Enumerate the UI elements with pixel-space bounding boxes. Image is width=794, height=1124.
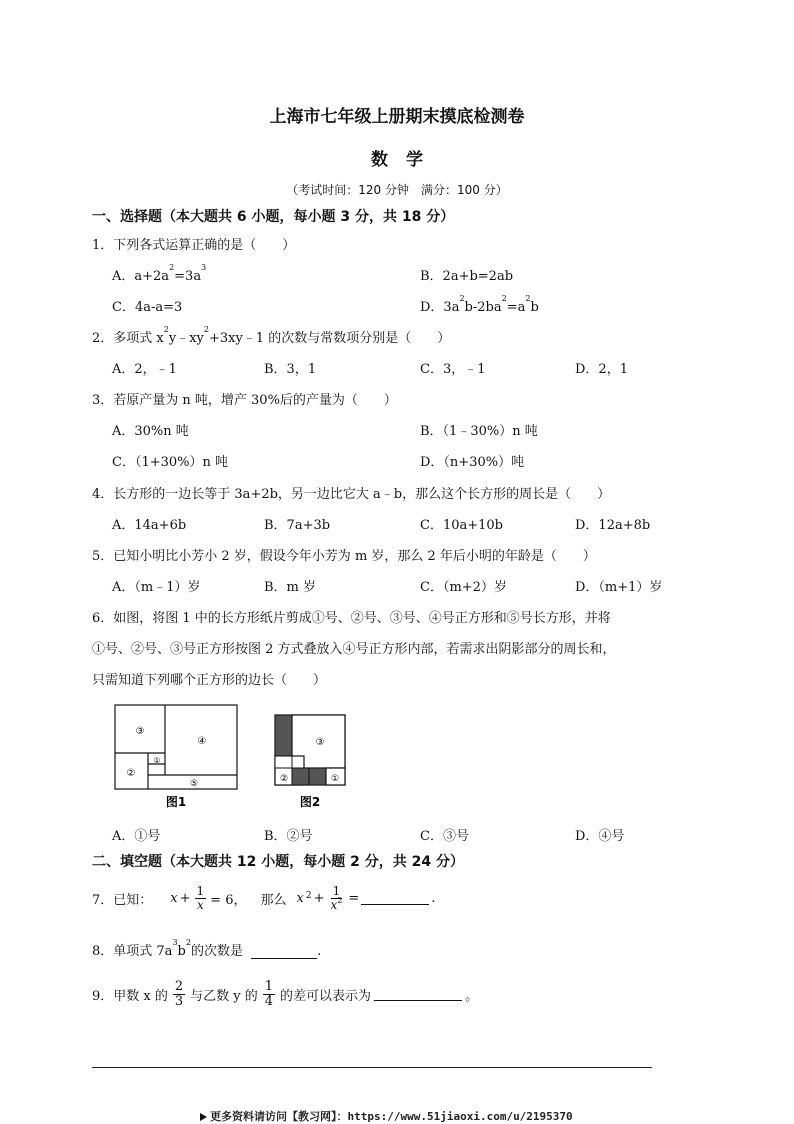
q1-a-text2: =3a [174, 269, 202, 284]
q1-a-sup2: 3 [201, 263, 207, 272]
q7-equals: = [348, 890, 360, 906]
fig2-shade [292, 768, 309, 785]
q7-end: . [431, 890, 436, 906]
q4-option-b[interactable]: B．7a+3b [264, 518, 331, 533]
q9-fraction-2 [263, 980, 275, 1008]
q2-option-c[interactable]: C．3，﹣1 [420, 362, 486, 377]
q2-option-a[interactable]: A．2，﹣1 [112, 362, 177, 377]
q7-denominator: x [196, 897, 204, 912]
exam-info: （考试时间：120 分钟 满分：100 分） [286, 183, 508, 197]
q2-stem-text: 2．多项式 x [92, 331, 164, 346]
q2-option-d[interactable]: D．2，1 [575, 362, 628, 377]
q3-option-c[interactable]: C．（1+30%）n 吨 [112, 455, 229, 470]
fig1-label-3: ③ [135, 726, 145, 737]
fig2-shade [309, 768, 326, 785]
footer-text: 更多资料请访问【教习网】：https://www.51jiaoxi.com/u/2195370 [210, 1110, 573, 1123]
q8-end: . [317, 944, 322, 959]
fig1-label-5: ⑤ [189, 779, 199, 789]
q7-fraction-2 [328, 885, 344, 911]
q5-option-b[interactable]: B．m 岁 [264, 580, 317, 595]
q5-option-d[interactable]: D．（m+1）岁 [575, 580, 663, 595]
page-title: 上海市七年级上册期末摸底检测卷 [269, 107, 525, 127]
q2-option-b[interactable]: B．3，1 [264, 362, 317, 377]
q7-answer-blank[interactable] [361, 891, 429, 905]
q7-prefix: 7．已知： [92, 892, 153, 908]
question-1-stem: 1．下列各式运算正确的是（ ） [92, 238, 296, 253]
q9-num-1: 2 [174, 979, 184, 994]
section-heading-fill: 二、填空题（本大题共 12 小题，每小题 2 分，共 24 分） [92, 854, 464, 870]
q7-denominator-2 [328, 895, 344, 912]
question-6-line-1: 6．如图，将图 1 中的长方形纸片剪成①号、②号、③号、④号正方形和⑤号长方形，并将 [92, 611, 611, 626]
q9-fraction-1 [173, 980, 185, 1008]
q9-text2: 与乙数 y 的 [190, 988, 258, 1004]
q6-figures [110, 700, 360, 812]
q6-option-b[interactable]: B．②号 [264, 829, 313, 844]
q4-option-a[interactable]: A．14a+6b [112, 518, 187, 533]
q1-a-sup: 2 [169, 263, 175, 272]
q1-d-sup3: 2 [525, 294, 531, 303]
question-5-stem: 5．已知小明比小芳小 2 岁，假设今年小芳为 m 岁，那么 2 年后小明的年龄是（ ） [92, 549, 596, 564]
q4-option-d[interactable]: D．12a+8b [575, 518, 651, 533]
q1-d-text4: b [530, 300, 539, 315]
q7-den-sup: 2 [337, 895, 343, 905]
q8-answer-blank[interactable] [251, 945, 317, 959]
q9-num-2: 1 [264, 979, 274, 994]
q7-equals-6: = 6， [210, 892, 247, 908]
q6-option-a[interactable]: A．①号 [112, 829, 161, 844]
q1-d-text: D．3a [420, 300, 460, 315]
q5-option-a[interactable]: A．（m﹣1）岁 [112, 580, 201, 595]
q7-numerator: 1 [196, 884, 205, 898]
footer-divider [92, 1067, 652, 1068]
fig2-shade [275, 715, 292, 756]
q9-den-1: 3 [174, 993, 184, 1009]
question-3-stem: 3．若原产量为 n 吨，增产 30%后的产量为（ ） [92, 393, 397, 408]
q6-option-c[interactable]: C．③号 [420, 829, 469, 844]
q8-text2: b [177, 944, 186, 959]
q1-option-b[interactable]: B．2a+b=2ab [420, 269, 514, 284]
question-4-stem: 4．长方形的一边长等于 3a+2b，另一边比它大 a﹣b，那么这个长方形的周长是（ ） [92, 487, 611, 502]
q1-d-sup: 2 [459, 294, 465, 303]
q9-end: 。 [465, 988, 479, 1004]
q9-text3: 的差可以表示为 [280, 988, 372, 1004]
q7-x2: x [296, 890, 304, 906]
subject-title: 数学 [371, 150, 441, 170]
q2-stem-text3: +3xy﹣1 的次数与常数项分别是（ ） [208, 331, 451, 346]
q7-x: x [170, 890, 178, 906]
q9-text: 9．甲数 x 的 [92, 988, 168, 1004]
q2-stem-sup: 2 [163, 325, 169, 334]
question-2-stem [92, 327, 450, 346]
q3-option-d[interactable]: D．（n+30%）吨 [420, 455, 525, 470]
fig1-label-4: ④ [197, 736, 207, 747]
q8-sup-1: 3 [172, 938, 178, 947]
fig2-label-2: ② [279, 774, 289, 784]
fig1-label-1: ① [153, 756, 161, 765]
q1-d-text3: =a [506, 300, 526, 315]
q1-a-text: A．a+2a [112, 269, 170, 284]
question-6-line-3: 只需知道下列哪个正方形的边长（ ） [92, 673, 327, 688]
fig1-caption: 图1 [165, 795, 187, 809]
question-9 [92, 980, 478, 1008]
q7-fraction-1 [195, 885, 207, 911]
q7-sup-2: 2 [305, 891, 312, 902]
fig1-label-2: ② [126, 768, 136, 779]
fig2-label-1: ① [330, 774, 340, 784]
question-7 [92, 885, 435, 911]
q6-option-d[interactable]: D．④号 [575, 829, 625, 844]
q7-plus2: + [313, 890, 325, 906]
fig2-label-3: ③ [315, 737, 325, 748]
question-8 [92, 940, 321, 959]
q1-option-a[interactable] [112, 265, 206, 284]
footer-link[interactable] [200, 1108, 573, 1124]
q3-option-a[interactable]: A．30%n 吨 [112, 424, 189, 439]
question-6-line-2: ①号、②号、③号正方形按图 2 方式叠放入④号正方形内部，若需求出阴影部分的周长和， [92, 642, 616, 657]
q8-text: 8．单项式 7a [92, 944, 173, 959]
q2-stem-text2: y﹣xy [168, 331, 204, 346]
q2-stem-sup2: 2 [203, 325, 209, 334]
q1-d-text2: b-2ba [464, 300, 502, 315]
q5-option-c[interactable]: C．（m+2）岁 [420, 580, 507, 595]
q4-option-c[interactable]: C．10a+10b [420, 518, 503, 533]
section-heading-choice: 一、选择题（本大题共 6 小题，每小题 3 分，共 18 分） [92, 209, 455, 225]
q9-den-2: 4 [264, 993, 274, 1009]
q8-sup-2: 2 [185, 938, 191, 947]
q9-answer-blank[interactable] [374, 987, 462, 1001]
flag-icon [200, 1113, 207, 1121]
q7-numerator-2: 1 [332, 884, 341, 898]
fig2-caption: 图2 [299, 795, 321, 809]
q1-option-c[interactable]: C．4a-a=3 [112, 300, 183, 315]
q7-den-x: x [330, 897, 338, 912]
q7-plus: + [179, 890, 191, 906]
q1-d-sup2: 2 [501, 294, 507, 303]
fig2-strip [275, 756, 292, 768]
q8-text3: 的次数是 [190, 944, 243, 959]
q7-then: 那么 [260, 892, 287, 908]
q3-option-b[interactable]: B．（1﹣30%）n 吨 [420, 424, 538, 439]
q1-option-d[interactable] [420, 296, 539, 315]
